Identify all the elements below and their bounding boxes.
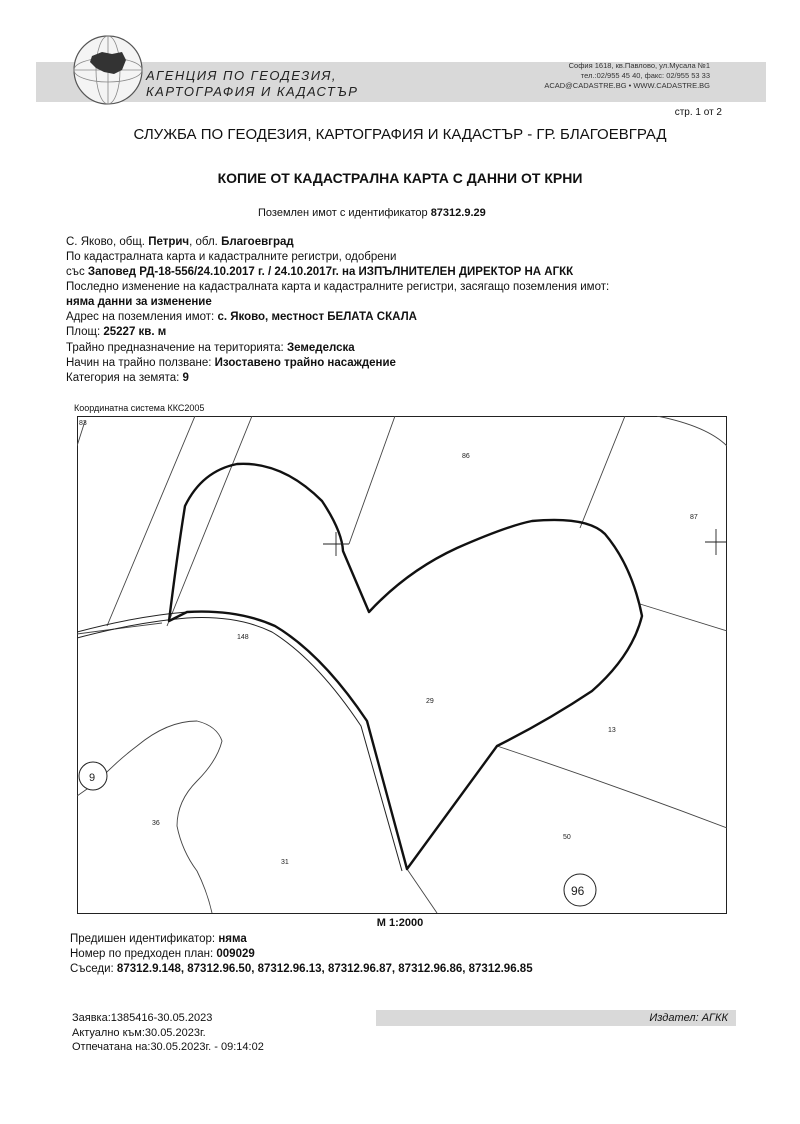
area-value: 25227 кв. м [103,326,167,338]
parcel-label-50: 50 [563,834,571,841]
address-value: с. Яково, местност БЕЛАТА СКАЛА [217,311,417,323]
usage-value: Изоставено трайно насаждение [214,357,396,369]
current-as-of: Актуално към:30.05.2023г. [72,1026,206,1039]
previous-id-label: Предишен идентификатор: [70,933,219,945]
category-label: Категория на земята: [66,372,183,384]
cadastral-map [77,416,727,914]
neighbors-line [70,962,533,977]
purpose-value: Земеделска [286,342,355,354]
plan-number-label: Номер по предходен план: [70,948,217,960]
address-line [66,310,417,325]
area-label: Площ: [66,326,104,338]
previous-id-line [70,932,533,947]
parcel-id-label: Поземлен имот с идентификатор [258,207,428,219]
region-label: , обл. [189,236,222,248]
plan-number-value: 009029 [216,948,255,960]
map-scale: М 1:2000 [376,917,424,929]
contact-address: София 1618, кв.Павлово, ул.Мусала №1 [568,61,710,70]
parcel-label-31: 31 [281,859,289,866]
order-value: Заповед РД-18-556/24.10.2017 г. / 24.10.2017г. на ИЗПЪЛНИТЕЛЕН ДИРЕКТОР НА АГКК [87,266,574,278]
agency-name-line1: АГЕНЦИЯ ПО ГЕОДЕЗИЯ, [146,68,338,83]
area-line [66,325,166,340]
neighbors-value: 87312.9.148, 87312.96.50, 87312.96.13, 87312.96.87, 87312.96.86, 87312.96.85 [116,963,533,975]
order-line [66,265,573,280]
coordinate-system-label: Координатна система ККС2005 [74,403,205,413]
region-value: Благоевград [221,236,294,248]
agency-logo-globe-icon [68,30,148,110]
purpose-line [66,341,355,356]
circle-label-96-text: 96 [571,884,585,898]
footer-info [70,932,533,977]
previous-id-value: няма [218,933,247,945]
municipality-label: , общ. [112,236,149,248]
parcel-label-86: 86 [462,453,470,460]
address-label: Адрес на поземления имот: [66,311,218,323]
approval-line: По кадастралната карта и кадастралните регистри, одобрени [66,251,397,263]
contact-web: ACAD@CADASTRE.BG • WWW.CADASTRE.BG [544,81,710,90]
agency-name [146,68,358,100]
category-value: 9 [182,372,189,384]
parcel-id-value: 87312.9.29 [430,207,486,219]
request-info [72,1011,264,1055]
parcel-id-line [258,207,486,219]
usage-line [66,356,396,371]
agency-contacts [520,61,710,91]
issuer-box: Издател: АГКК [376,1010,736,1026]
circle-label-9-text: 9 [89,772,96,784]
printed-on: Отпечатана на:30.05.2023г. - 09:14:02 [72,1041,264,1053]
parcel-label-29: 29 [426,698,434,705]
agency-name-line2: КАРТОГРАФИЯ И КАДАСТЪР [146,84,359,99]
parcel-label-87: 87 [690,514,698,521]
page-number: стр. 1 от 2 [674,107,722,118]
contact-phone: тел.:02/955 45 40, факс: 02/955 53 33 [580,71,710,80]
order-label: със [66,266,88,278]
last-change-label: Последно изменение на кадастралната карта и кадастралните регистри, засягащо поземления имот: [66,281,610,293]
category-line [66,371,189,386]
settlement-value: Яково [80,236,113,248]
municipality-value: Петрич [148,236,190,248]
last-change-text: няма данни за изменение [66,296,212,308]
purpose-label: Трайно предназначение на територията: [66,342,287,354]
location-line [66,235,294,250]
document-title: КОПИЕ ОТ КАДАСТРАЛНА КАРТА С ДАННИ ОТ КРНИ [217,170,583,186]
parcel-label-13: 13 [608,727,616,734]
map-frame [78,417,727,914]
parcel-label-148: 148 [237,634,249,641]
last-change-value [66,295,212,310]
request-number: Заявка:1385416-30.05.2023 [72,1012,213,1024]
plan-number-line [70,947,533,962]
parcel-label-83: 83 [79,420,87,427]
usage-label: Начин на трайно ползване: [66,357,215,369]
neighbors-label: Съседи: [70,963,117,975]
service-title: СЛУЖБА ПО ГЕОДЕЗИЯ, КАРТОГРАФИЯ И КАДАСТЪР - ГР. БЛАГОЕВГРАД [133,126,667,143]
settlement-label: С. [66,236,81,248]
parcel-label-36: 36 [152,820,160,827]
